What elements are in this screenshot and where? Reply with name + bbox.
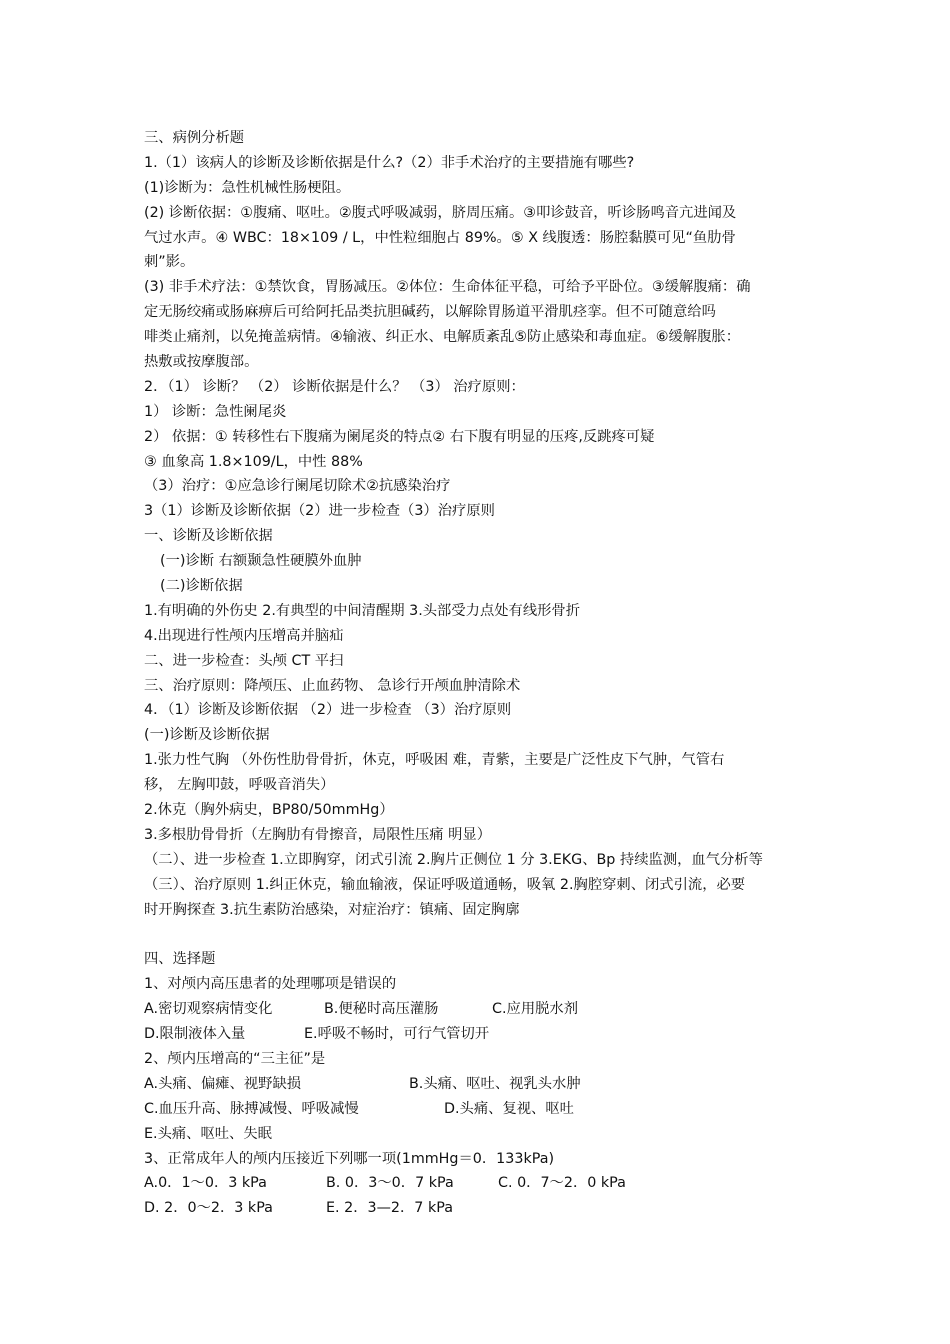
case1-treatment: 热敷或按摩腹部。 xyxy=(144,354,259,371)
case4-heading: (一)诊断及诊断依据 xyxy=(144,727,270,744)
option-d: D. 2．0～2．3 kPa xyxy=(144,1200,273,1217)
case3-question: 3（1）诊断及诊断依据（2）进一步检查（3）治疗原则 xyxy=(144,503,495,520)
option-d: D.头痛、复视、呕吐 xyxy=(444,1100,574,1117)
case2-line: 1） 诊断：急性阑尾炎 xyxy=(144,403,287,420)
case1-treatment: (3) 非手术疗法：①禁饮食，胃肠减压。②体位：生命体征平稳，可给予平卧位。③缓解腹痛：确 xyxy=(144,279,751,296)
case1-question: 1.（1）该病人的诊断及诊断依据是什么?（2）非手术治疗的主要措施有哪些? xyxy=(144,154,635,171)
document-body xyxy=(144,126,812,1221)
case4-question: 4．（1）诊断及诊断依据 （2）进一步检查 （3）治疗原则 xyxy=(144,702,512,719)
option-row xyxy=(144,1196,812,1221)
option-row xyxy=(144,1171,812,1196)
option-c: C. 0．7～2．0 kPa xyxy=(498,1175,626,1192)
option-e: E.呼吸不畅时，可行气管切开 xyxy=(304,1026,490,1043)
option-b: B.头痛、呕吐、视乳头水肿 xyxy=(409,1075,581,1092)
case2-line: ③ 血象高 1.8×109/L，中性 88% xyxy=(144,453,363,470)
option-e: E.头痛、呕吐、失眠 xyxy=(144,1125,272,1142)
option-c: C.血压升高、脉搏减慢、呼吸减慢 xyxy=(144,1100,359,1117)
case2-question: 2．（1） 诊断？ （2） 诊断依据是什么？ （3） 治疗原则： xyxy=(144,378,525,395)
case3-heading: 二、进一步检查：头颅 CT 平扫 xyxy=(144,652,344,669)
case1-diagnosis: (1)诊断为：急性机械性肠梗阻。 xyxy=(144,179,351,196)
case1-treatment: 啡类止痛剂，以免掩盖病情。④输液、纠正水、电解质紊乱⑤防止感染和毒血症。⑥缓解腹胀： xyxy=(144,329,741,346)
option-row xyxy=(144,1072,812,1097)
section-title: 四、选择题 xyxy=(144,951,216,968)
option-a: A.密切观察病情变化 xyxy=(144,1001,273,1018)
question-stem: 2、颅内压增高的“三主征”是 xyxy=(144,1050,326,1067)
option-a: A.0．1～0．3 kPa xyxy=(144,1175,267,1192)
case4-diagnosis: 2.休克（胸外病史，BP80/50mmHg） xyxy=(144,802,394,819)
question-stem: 1、对颅内高压患者的处理哪项是错误的 xyxy=(144,976,397,993)
case1-treatment: 定无肠绞痛或肠麻痹后可给阿托品类抗胆碱药，以解除胃肠道平滑肌痉挛。但不可随意给吗 xyxy=(144,304,716,321)
option-row xyxy=(144,997,812,1022)
option-d: D.限制液体入量 xyxy=(144,1026,246,1043)
case3-subheading: (一)诊断 右额颞急性硬膜外血肿 xyxy=(160,553,362,570)
option-e: E. 2．3—2．7 kPa xyxy=(326,1200,453,1217)
blank-line xyxy=(144,923,812,948)
case4-diagnosis: 移， 左胸叩鼓，呼吸音消失） xyxy=(144,777,335,794)
case2-line: （3）治疗：①应急诊行阑尾切除术②抗感染治疗 xyxy=(144,478,451,495)
case3-heading: 三、治疗原则：降颅压、止血药物、 急诊行开颅血肿清除术 xyxy=(144,677,521,694)
case4-diagnosis: 1.张力性气胸 （外伤性肋骨骨折，休克，呼吸困 难，青紫，主要是广泛性皮下气肿，气管右 xyxy=(144,752,725,769)
case1-basis: (2) 诊断依据：①腹痛、呕吐。②腹式呼吸减弱，脐周压痛。③叩诊鼓音，听诊肠鸣音亢进闻及 xyxy=(144,204,737,221)
case1-basis: 气过水声。④ WBC：18×109 / L，中性粒细胞占 89%。⑤ X 线腹透：肠腔黏膜可见“鱼肋骨 xyxy=(144,229,736,246)
option-c: C.应用脱水剂 xyxy=(492,1001,579,1018)
option-b: B. 0．3～0．7 kPa xyxy=(326,1175,454,1192)
case3-basis: 4.出现进行性颅内压增高并脑疝 xyxy=(144,627,344,644)
case2-line: 2） 依据：① 转移性右下腹痛为阑尾炎的特点② 右下腹有明显的压疼,反跳疼可疑 xyxy=(144,428,655,445)
option-b: B.便秘时高压灌肠 xyxy=(324,1001,439,1018)
option-a: A.头痛、偏瘫、视野缺损 xyxy=(144,1075,302,1092)
question-stem: 3、正常成年人的颅内压接近下列哪一项(1mmHg＝0．133kPa) xyxy=(144,1150,555,1167)
option-row xyxy=(144,1097,812,1122)
case4-diagnosis: 3.多根肋骨骨折（左胸肋有骨擦音，局限性压痛 明显） xyxy=(144,826,492,843)
case3-heading: 一、诊断及诊断依据 xyxy=(144,528,273,545)
case3-basis: 1.有明确的外伤史 2.有典型的中间清醒期 3.头部受力点处有线形骨折 xyxy=(144,602,581,619)
case4-exam: （二）、进一步检查 1.立即胸穿，闭式引流 2.胸片正侧位 1 分 3.EKG、Bp 持续监测，血气分析等 xyxy=(144,851,763,868)
case1-basis: 刺”影。 xyxy=(144,254,195,271)
section-title: 三、病例分析题 xyxy=(144,130,245,146)
case4-treatment: （三）、治疗原则 1.纠正休克，输血输液，保证呼吸道通畅，吸氧 2.胸腔穿刺、闭式引流，必要 xyxy=(144,876,746,893)
option-row xyxy=(144,1022,812,1047)
case3-subheading: (二)诊断依据 xyxy=(160,578,243,595)
case4-treatment: 时开胸探查 3.抗生素防治感染，对症治疗：镇痛、固定胸廓 xyxy=(144,901,520,918)
